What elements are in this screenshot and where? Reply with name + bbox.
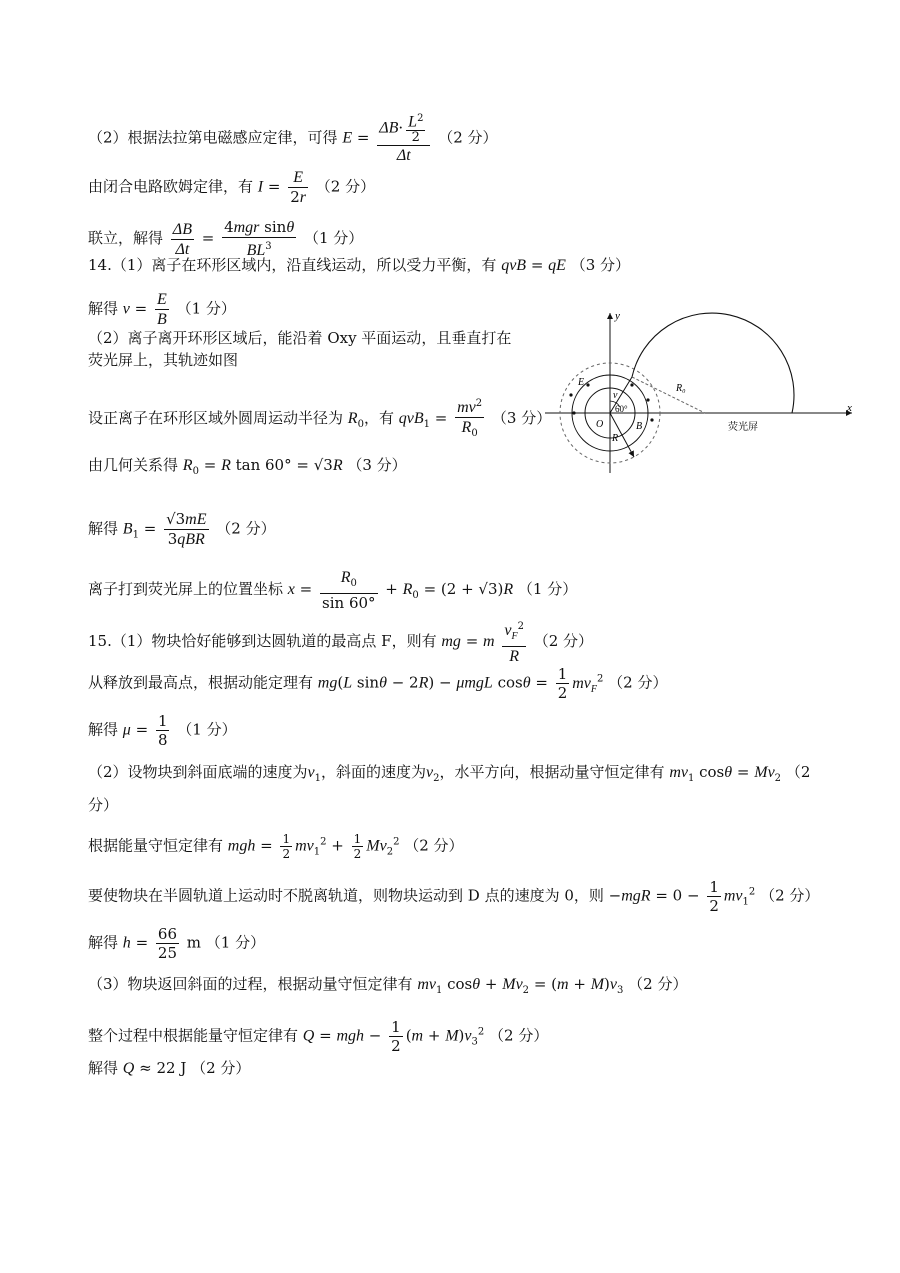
formula-fraction: ΔB· $\frac{L^2}{2}$ Δt xyxy=(377,112,430,165)
line-energy: 根据能量守恒定律有 mgh = $\frac{1}{2}$ $mv_1^2$ + $\frac{1}{2}$ $Mv_2^2$ （2 分） xyxy=(88,832,464,861)
line-geometry: 由几何关系得 $R_0 = R$ tan 60° = √3R （3 分） xyxy=(88,456,407,477)
trajectory-semicircle xyxy=(632,313,794,413)
line-q14-1: 14.（1）离子在环形区域内，沿直线运动，所以受力平衡，有 qvB = qE （3 分） xyxy=(88,256,631,274)
text: （3）物块返回斜面的过程，根据动量守恒定律有 xyxy=(88,975,413,993)
score: （2 分） xyxy=(489,1026,549,1045)
field-dot xyxy=(650,418,653,421)
text: （2）离子离开环形区域后，能沿着 Oxy 平面运动，且垂直打在 xyxy=(88,329,512,347)
score: （3 分） xyxy=(570,256,631,274)
text: ，有 xyxy=(363,409,394,427)
line-combined: 联立，解得 $\frac{\Delta B}{\Delta t}$ = $\frac{\text{4mgr sinθ}}{BL^3}$ （1 分） xyxy=(88,218,364,259)
line-heat: 整个过程中根据能量守恒定律有 Q = mgh − $\frac{1}{2}$ $(m + M)v_3^2$ （2 分） xyxy=(88,1018,549,1055)
text: 整个过程中根据能量守恒定律有 xyxy=(88,1026,299,1045)
text: ，斜面的速度为 xyxy=(321,763,427,781)
screen-label: 荧光屏 xyxy=(728,422,758,433)
text: 设正离子在环形区域外圆周运动半径为 xyxy=(88,409,344,427)
score: （1 分） xyxy=(176,299,236,318)
score: （2 分） xyxy=(760,886,820,905)
text: 从释放到最高点，根据动能定理有 xyxy=(88,673,314,692)
line-q14-2 xyxy=(88,328,511,348)
b-label: B xyxy=(636,421,643,432)
text: 解得 xyxy=(88,299,119,318)
score: （1 分） xyxy=(517,580,578,598)
line-q15-2: （2）设物块到斜面底端的速度为$v_1$，斜面的速度为$v_2$，水平方向，根据动量守恒定律有 $mv_1$ $\cos\theta = Mv_2$ （2 xyxy=(88,763,811,784)
text: 分） xyxy=(88,796,119,814)
o-label: O xyxy=(596,419,604,430)
r0-label: R₀ xyxy=(676,383,686,394)
line-faraday: （2）根据法拉第电磁感应定律，可得 E = ΔB· $\frac{L^2}{2}$ Δt （2 分） xyxy=(88,113,498,165)
text: 由几何关系得 xyxy=(88,456,179,474)
line-b1: 解得 $B_1$ = $\frac{√3mE}{\text{3qBR}}$ （2 分） xyxy=(88,510,276,548)
score: （1 分） xyxy=(177,720,237,739)
field-dot xyxy=(646,398,649,401)
score: （3 分） xyxy=(491,409,552,427)
ion-trajectory-figure xyxy=(540,305,860,475)
text: 解得 xyxy=(88,933,119,952)
y-axis-label: y xyxy=(615,310,620,322)
line-q: 解得 Q ≈ 22 J （2 分） xyxy=(88,1059,251,1077)
line-q15-1: 15.（1）物块恰好能够到达圆轨道的最高点 F，则有 mg = m $\frac{v_F^2}{R}$ （2 分） xyxy=(88,618,593,666)
line-ohm: 由闭合电路欧姆定律，有 I = $\frac{E}{2r}$ （2 分） xyxy=(88,169,376,206)
r-label: R xyxy=(612,433,619,444)
text: 离子打到荧光屏上的位置坐标 xyxy=(88,580,284,598)
score: （2 分） xyxy=(315,177,376,196)
text: （2）根据法拉第电磁感应定律，可得 xyxy=(88,128,338,147)
field-dot xyxy=(586,383,589,386)
text: （2）设物块到斜面底端的速度为 xyxy=(88,763,308,781)
line-kinetic: 从释放到最高点，根据动能定理有 mg(L sinθ − 2R) − μmgL cosθ = $\frac{1}{2}$ $mv_F^2$ （2 分） xyxy=(88,665,668,702)
field-dot xyxy=(569,393,572,396)
score: （2 xyxy=(785,763,811,781)
line-score-wrap xyxy=(88,795,118,815)
score: （2 分） xyxy=(216,519,276,538)
text: ，水平方向，根据动量守恒定律有 xyxy=(439,763,665,781)
text: 根据能量守恒定律有 xyxy=(88,836,224,855)
field-dot xyxy=(630,383,633,386)
text: 解得 xyxy=(88,1059,119,1077)
line-mu: 解得 μ = $\frac{1}{8}$ （1 分） xyxy=(88,712,237,749)
score: （3 分） xyxy=(347,456,407,474)
line-position: 离子打到荧光屏上的位置坐标 x = $\frac{R_0}{\sin 60^\circ}$ + $R_0 = (2 + √3)R$ （1 分） xyxy=(88,569,578,612)
line-v: 解得 v = $\frac{E}{B}$ （1 分） xyxy=(88,291,236,328)
score: （2 分） xyxy=(533,632,594,651)
score: （2 分） xyxy=(438,128,498,147)
line-h: 解得 h = $\frac{66}{25}$ m （1 分） xyxy=(88,925,266,962)
score: （2 分） xyxy=(191,1059,251,1077)
score: （1 分） xyxy=(303,229,364,247)
score: （2 分） xyxy=(608,673,668,692)
e-label: E xyxy=(578,377,585,388)
text: 联立，解得 xyxy=(88,229,164,247)
x-axis-label: x xyxy=(847,402,852,414)
score: （2 分） xyxy=(404,836,464,855)
angle-label: 60° xyxy=(615,404,628,414)
text: 要使物块在半圆轨道上运动时不脱离轨道，则物块运动到 D 点的速度为 0，则 xyxy=(88,886,604,905)
field-dot xyxy=(572,411,575,414)
text: 14.（1）离子在环形区域内，沿直线运动，所以受力平衡，有 xyxy=(88,256,497,274)
line-trajectory xyxy=(88,350,238,370)
v-label: v xyxy=(613,390,618,401)
score: （1 分） xyxy=(205,933,266,952)
text: 解得 xyxy=(88,720,119,739)
line-q15-3: （3）物块返回斜面的过程，根据动量守恒定律有 $mv_1$ $\cos\theta + Mv_2 = (m + M)v_3$ （2 分） xyxy=(88,975,688,996)
line-radius: 设正离子在环形区域外圆周运动半径为 $R_0$，有 qvB$_1$ = $\frac{mv^2}{R_0}$ （3 分） xyxy=(88,395,551,443)
text: 荧光屏上，其轨迹如图 xyxy=(88,351,239,369)
text: 解得 xyxy=(88,519,119,538)
text: 由闭合电路欧姆定律，有 xyxy=(88,177,254,196)
line-point-d: 要使物块在半圆轨道上运动时不脱离轨道，则物块运动到 D 点的速度为 0，则 −mgR = 0 − $\frac{1}{2}$ $mv_1^2$ （2 分） xyxy=(88,878,820,915)
text: 15.（1）物块恰好能够到达圆轨道的最高点 F，则有 xyxy=(88,632,437,651)
score: （2 分） xyxy=(628,975,688,993)
